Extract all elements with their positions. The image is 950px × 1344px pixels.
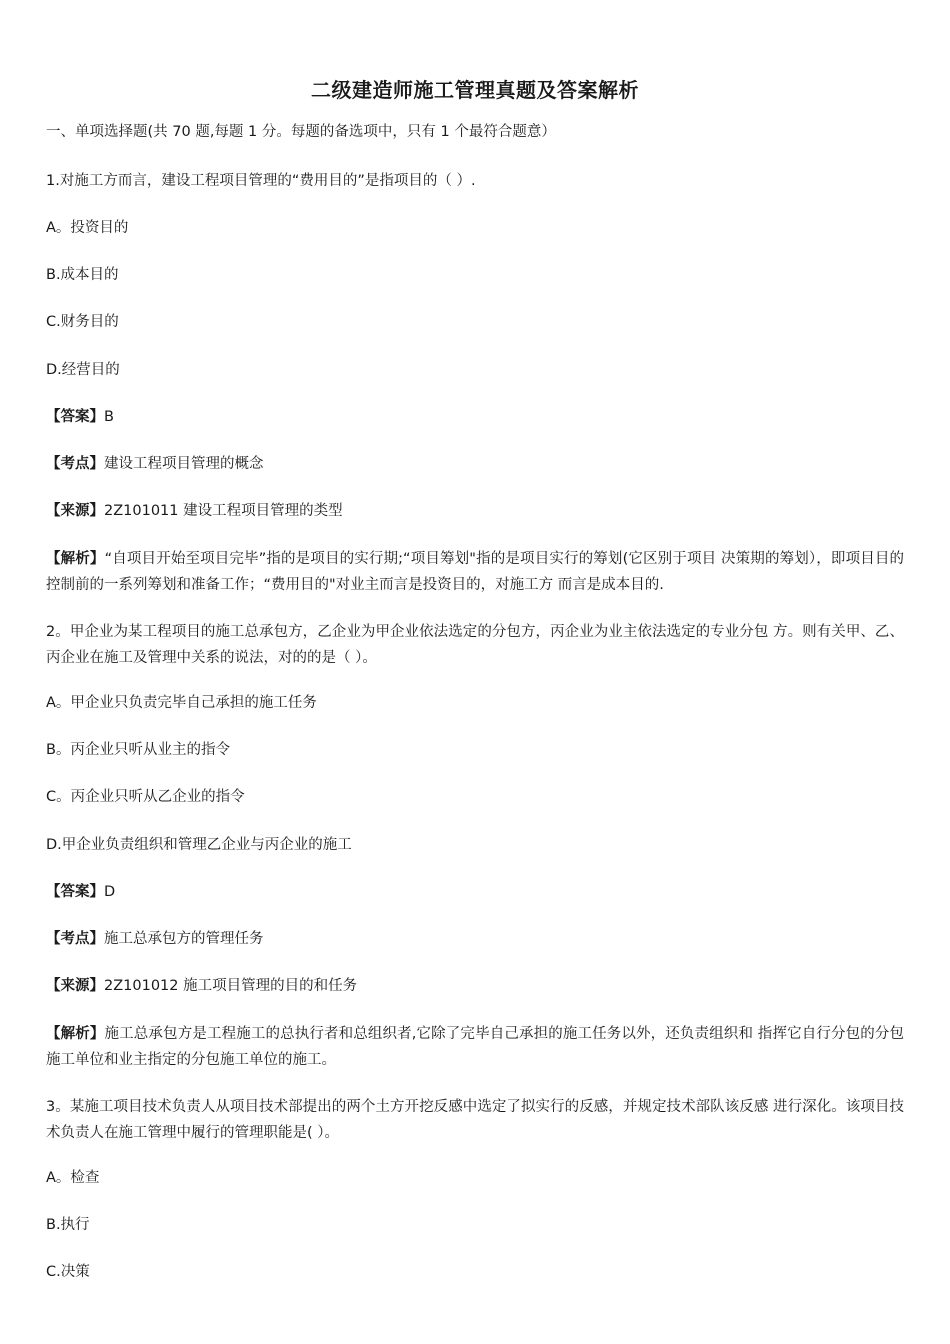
source-tag: 【来源】	[46, 978, 104, 994]
question-1-answer	[46, 404, 904, 430]
question-3-option-b: B.执行	[46, 1217, 90, 1233]
point-value: 施工总承包方的管理任务	[104, 931, 264, 947]
question-2-option-c: C。丙企业只听从乙企业的指令	[46, 789, 245, 805]
analysis-tag: 【解析】	[46, 551, 105, 567]
analysis-value: 施工总承包方是工程施工的总执行者和总组织者,它除了完毕自己承担的施工任务以外，还负责组织和 指挥它自行分包的分包施工单位和业主指定的分包施工单位的施工。	[46, 1026, 904, 1068]
question-1-option-c: C.财务目的	[46, 314, 119, 330]
point-value: 建设工程项目管理的概念	[104, 456, 264, 472]
question-2-answer	[46, 879, 904, 905]
question-3-option-c: C.决策	[46, 1264, 90, 1280]
question-2-analysis	[46, 1021, 904, 1073]
section-heading: 一、单项选择题(共 70 题,每题 1 分。每题的备选项中，只有 1 个最符合题意）	[46, 124, 556, 140]
question-1-point	[46, 451, 904, 477]
question-2-point	[46, 926, 904, 952]
question-2-stem: 2。甲企业为某工程项目的施工总承包方，乙企业为甲企业依法选定的分包方，丙企业为业主依法选定的专业分包 方。则有关甲、乙、丙企业在施工及管理中关系的说法，对的的是（ ）。	[46, 624, 904, 666]
question-1-option-a: A。投资目的	[46, 220, 129, 236]
answer-value: B	[104, 409, 114, 425]
question-3-option-a: A。检查	[46, 1170, 100, 1186]
source-value: 2Z101011 建设工程项目管理的类型	[104, 503, 343, 519]
question-1-option-d: D.经营目的	[46, 362, 120, 378]
analysis-value: “自项目开始至项目完毕”指的是项目的实行期;“项目筹划"指的是项目实行的筹划(它区别于项目 决策期的筹划），即项目目的控制前的一系列筹划和准备工作；“费用目的"对业主而言是投资目的，对施工方 而言是成本目的.	[46, 551, 905, 593]
question-2-option-d: D.甲企业负责组织和管理乙企业与丙企业的施工	[46, 837, 352, 853]
answer-tag: 【答案】	[46, 884, 104, 900]
question-1-stem: 1.对施工方而言，建设工程项目管理的“费用目的”是指项目的（ ）.	[46, 173, 476, 189]
answer-tag: 【答案】	[46, 409, 104, 425]
analysis-tag: 【解析】	[46, 1026, 105, 1042]
source-tag: 【来源】	[46, 503, 104, 519]
source-value: 2Z101012 施工项目管理的目的和任务	[104, 978, 358, 994]
point-tag: 【考点】	[46, 456, 104, 472]
answer-value: D	[104, 884, 116, 900]
question-2-option-a: A。甲企业只负责完毕自己承担的施工任务	[46, 695, 317, 711]
document-title: 二级建造师施工管理真题及答案解析	[311, 78, 639, 102]
question-2-option-b: B。丙企业只听从业主的指令	[46, 742, 230, 758]
point-tag: 【考点】	[46, 931, 104, 947]
question-1-option-b: B.成本目的	[46, 267, 119, 283]
question-1-source	[46, 498, 904, 524]
question-3-stem: 3。某施工项目技术负责人从项目技术部提出的两个土方开挖反感中选定了拟实行的反感，并规定技术部队该反感 进行深化。该项目技术负责人在施工管理中履行的管理职能是( ）。	[46, 1099, 904, 1141]
question-1-analysis	[46, 546, 904, 598]
question-2-source	[46, 973, 904, 999]
